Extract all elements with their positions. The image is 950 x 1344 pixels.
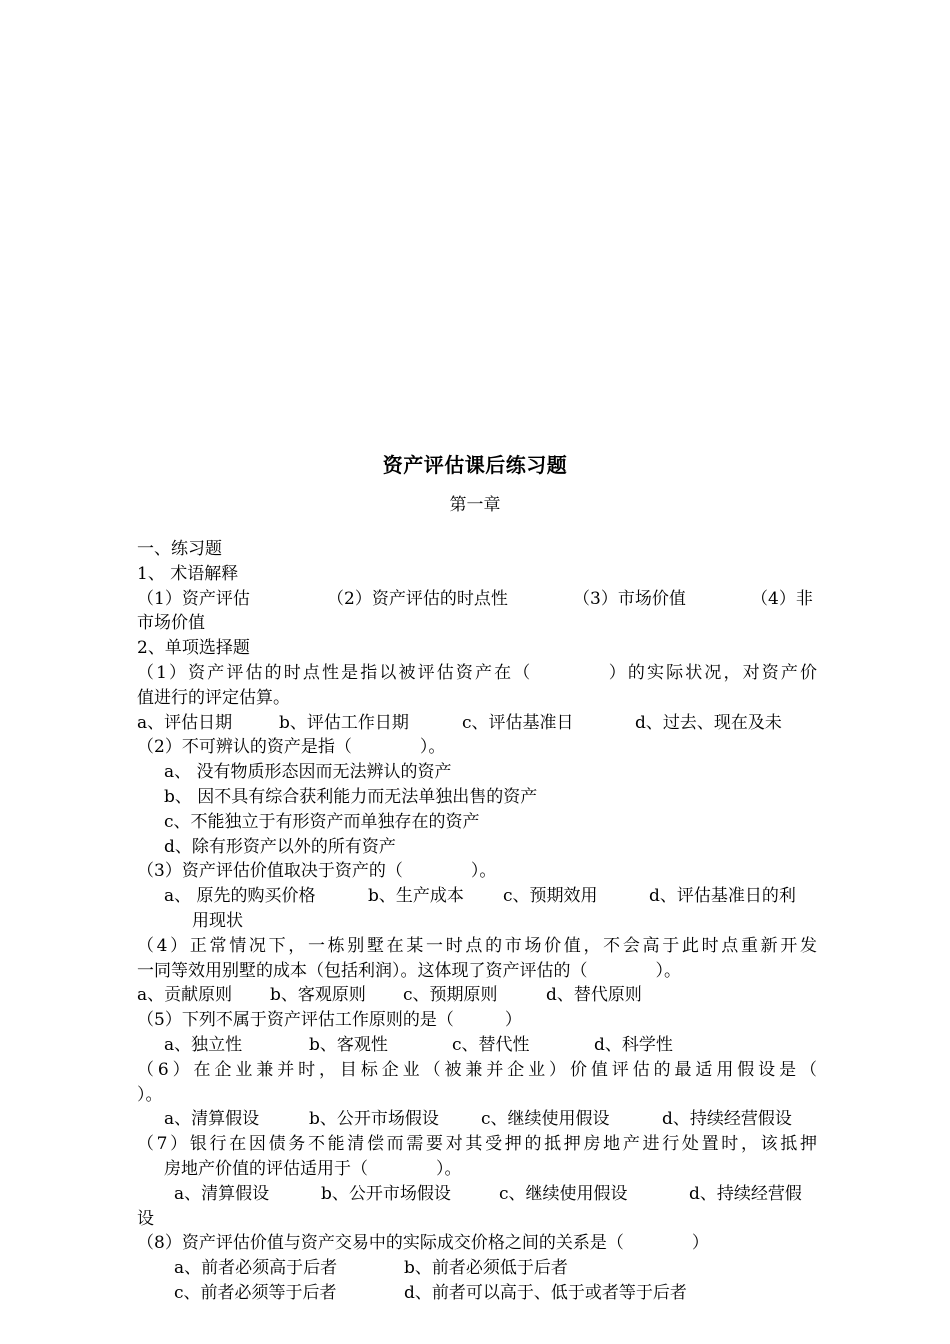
section-heading: 一、练习题 xyxy=(137,539,222,559)
options-line xyxy=(137,983,817,1008)
option-d: d、评估基准日的利 xyxy=(649,886,796,907)
document-body xyxy=(137,537,817,1306)
option-a: a、 没有物质形态因而无法辨认的资产 xyxy=(164,762,452,783)
option-d: d、前者可以高于、低于或者等于后者 xyxy=(404,1282,687,1303)
question-text: 一同等效用别墅的成本（包括利润）。这体现了资产评估的（ ）。 xyxy=(137,960,681,981)
question-text: （3）资产评估价值取决于资产的（ ）。 xyxy=(137,861,497,882)
option-c: c、评估基准日 xyxy=(462,712,574,733)
option-c: c、预期原则 xyxy=(403,985,498,1006)
options-line xyxy=(137,1256,817,1281)
question-text: （4）正常情况下，一栋别墅在某一时点的市场价值，不会高于此时点重新开发 xyxy=(137,935,817,956)
option-d: d、过去、现在及未 xyxy=(635,712,782,733)
option-a: a、清算假设 xyxy=(164,1109,260,1130)
question-text: （5）下列不属于资产评估工作原则的是（ ） xyxy=(137,1010,522,1031)
term-item: （4）非 xyxy=(751,588,813,609)
term-item: （2）资产评估的时点性 xyxy=(327,588,508,609)
options-line xyxy=(137,884,817,909)
options-line xyxy=(137,1281,817,1306)
option-a: a、 原先的购买价格 xyxy=(164,886,316,907)
options-line xyxy=(137,1107,817,1132)
option-a: a、清算假设 xyxy=(174,1183,270,1204)
question-text: （6）在企业兼并时，目标企业（被兼并企业）价值评估的最适用假设是（ xyxy=(137,1059,817,1080)
option-d: d、持续经营假 xyxy=(689,1183,802,1204)
options-line xyxy=(137,1033,817,1058)
option-b: b、公开市场假设 xyxy=(309,1109,439,1130)
question-text: 值进行的评定估算。 xyxy=(137,687,290,708)
option-a: a、贡献原则 xyxy=(137,985,233,1006)
option-wrap: 用现状 xyxy=(192,910,243,931)
question-text: ）。 xyxy=(137,1084,163,1105)
option-c: c、不能独立于有形资产而单独存在的资产 xyxy=(164,811,480,832)
term-item: （1）资产评估 xyxy=(137,588,250,609)
question-text: 房地产价值的评估适用于（ ）。 xyxy=(164,1158,462,1179)
option-b: b、客观性 xyxy=(309,1034,388,1055)
option-b: b、公开市场假设 xyxy=(321,1183,451,1204)
option-b: b、前者必须低于后者 xyxy=(404,1258,568,1279)
option-c: c、前者必须等于后者 xyxy=(174,1282,337,1303)
option-c: c、预期效用 xyxy=(503,886,598,907)
options-line xyxy=(137,1182,817,1207)
option-b: b、 因不具有综合获利能力而无法单独出售的资产 xyxy=(164,786,538,807)
option-d: d、替代原则 xyxy=(546,985,642,1006)
question-text: （7）银行在因债务不能清偿而需要对其受押的抵押房地产进行处置时，该抵押 xyxy=(137,1134,817,1155)
chapter-heading: 第一章 xyxy=(449,495,501,515)
option-b: b、客观原则 xyxy=(270,985,366,1006)
question-text: （8）资产评估价值与资产交易中的实际成交价格之间的关系是（ ） xyxy=(137,1233,709,1254)
option-wrap: 设 xyxy=(137,1208,154,1229)
option-b: b、生产成本 xyxy=(368,886,464,907)
option-c: c、继续使用假设 xyxy=(481,1109,610,1130)
options-line xyxy=(137,711,817,736)
question-text: （2）不可辨认的资产是指（ ）。 xyxy=(137,737,446,758)
term-item: （3）市场价值 xyxy=(573,588,686,609)
option-d: d、除有形资产以外的所有资产 xyxy=(164,836,396,857)
option-c: c、继续使用假设 xyxy=(499,1183,628,1204)
terms-line xyxy=(137,587,817,612)
option-d: d、持续经营假设 xyxy=(662,1109,792,1130)
option-a: a、前者必须高于后者 xyxy=(174,1258,338,1279)
option-a: a、独立性 xyxy=(164,1034,243,1055)
document-title: 资产评估课后练习题 xyxy=(382,453,568,477)
item-heading-choice: 2、单项选择题 xyxy=(137,638,250,659)
option-b: b、评估工作日期 xyxy=(279,712,409,733)
terms-wrap-line: 市场价值 xyxy=(137,613,205,634)
option-c: c、替代性 xyxy=(452,1034,530,1055)
question-text: （1）资产评估的时点性是指以被评估资产在（ ）的实际状况，对资产价 xyxy=(137,662,817,683)
option-a: a、评估日期 xyxy=(137,712,233,733)
item-heading-terms: 1、 术语解释 xyxy=(137,563,239,584)
option-d: d、科学性 xyxy=(594,1034,673,1055)
